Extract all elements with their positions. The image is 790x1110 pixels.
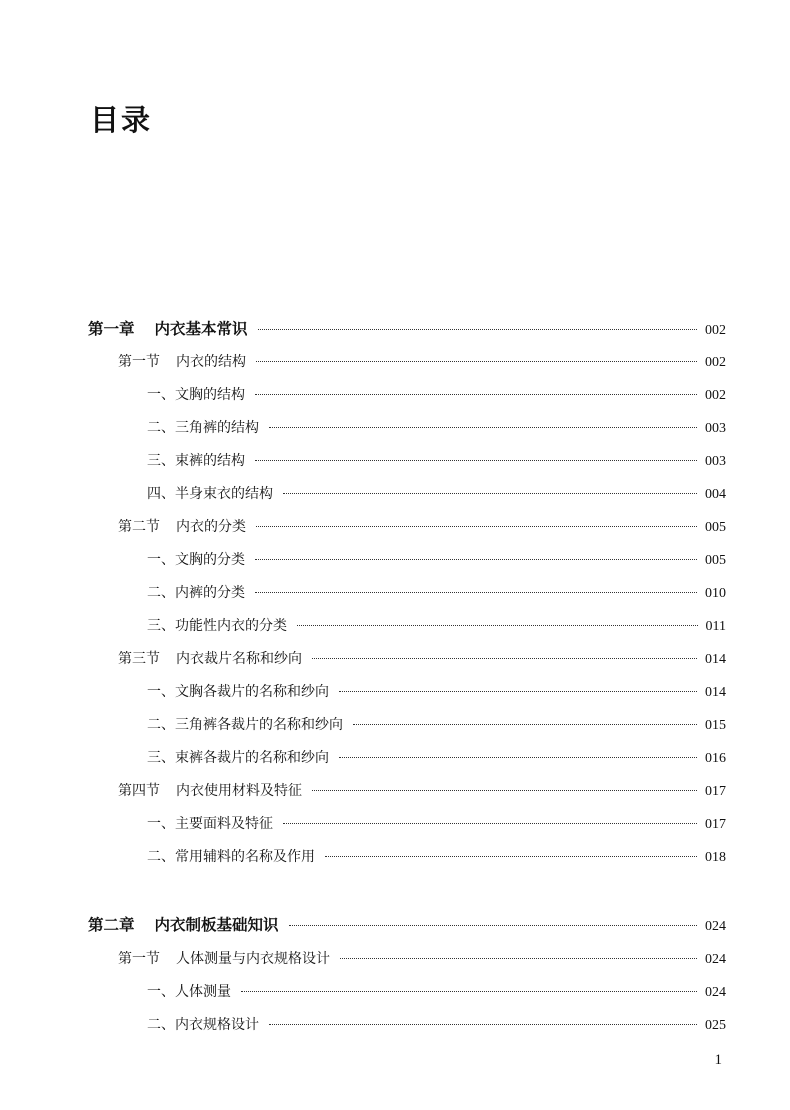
toc-item-title: 四、半身束衣的结构 xyxy=(147,486,273,502)
toc-item-title: 二、三角裤各裁片的名称和纱向 xyxy=(147,717,343,733)
dot-leader xyxy=(353,724,697,725)
toc-page-number: 003 xyxy=(705,421,726,436)
toc-item-title: 一、文胸的分类 xyxy=(147,552,245,568)
toc-section-title: 内衣使用材料及特征 xyxy=(176,783,302,799)
dot-leader xyxy=(339,691,697,692)
dot-leader xyxy=(258,329,697,330)
toc-section-row xyxy=(118,648,726,670)
dot-leader xyxy=(269,1024,697,1025)
dot-leader xyxy=(255,559,697,560)
toc-page-number: 002 xyxy=(705,355,726,370)
toc-item-label xyxy=(147,813,273,835)
toc-item-row xyxy=(147,549,726,571)
toc-chapter-title: 内衣制板基础知识 xyxy=(154,916,279,934)
page-number: 1 xyxy=(714,1052,722,1068)
toc-section-title: 内衣的分类 xyxy=(176,519,246,535)
dot-leader xyxy=(325,856,697,857)
toc-chapter-title: 内衣基本常识 xyxy=(154,320,248,338)
toc-item-row xyxy=(147,417,726,439)
toc-page-number: 014 xyxy=(705,685,726,700)
dot-leader xyxy=(256,526,697,527)
toc-section-row xyxy=(118,780,726,802)
page-title: 目录 xyxy=(90,103,153,137)
toc-page-number: 002 xyxy=(705,323,726,338)
toc-item-label xyxy=(147,681,329,703)
dot-leader xyxy=(241,991,697,992)
toc-chapter-row xyxy=(88,318,726,340)
toc-section-label xyxy=(118,780,302,802)
dot-leader xyxy=(297,625,698,626)
toc-section-row xyxy=(118,351,726,373)
toc-item-row xyxy=(147,981,726,1003)
toc-section-number: 第二节 xyxy=(118,519,160,535)
toc-page-number: 005 xyxy=(705,553,726,568)
dot-leader xyxy=(255,460,697,461)
toc-page-number: 017 xyxy=(705,817,726,832)
toc-item-title: 二、常用辅料的名称及作用 xyxy=(147,849,315,865)
toc-chapter-label xyxy=(88,318,248,340)
toc-page-number: 025 xyxy=(705,1018,726,1033)
toc-page-number: 018 xyxy=(705,850,726,865)
dot-leader xyxy=(289,925,697,926)
toc-section-number: 第一节 xyxy=(118,951,160,967)
toc-item-title: 三、功能性内衣的分类 xyxy=(147,618,287,634)
toc-page-number: 005 xyxy=(705,520,726,535)
toc-item-label xyxy=(147,450,245,472)
toc-section-row xyxy=(118,948,726,970)
toc-item-row xyxy=(147,846,726,868)
toc-item-row xyxy=(147,813,726,835)
toc-item-label xyxy=(147,714,343,736)
toc-item-row xyxy=(147,615,726,637)
toc-section-title: 内衣的结构 xyxy=(176,354,246,370)
toc-item-title: 一、文胸各裁片的名称和纱向 xyxy=(147,684,329,700)
toc-page-number: 010 xyxy=(705,586,726,601)
toc-item-label xyxy=(147,615,287,637)
dot-leader xyxy=(255,394,697,395)
toc-item-row xyxy=(147,450,726,472)
toc-item-row xyxy=(147,483,726,505)
toc-section-label xyxy=(118,351,246,373)
toc-item-title: 一、人体测量 xyxy=(147,984,231,1000)
toc-page-number: 011 xyxy=(705,619,726,634)
toc-item-label xyxy=(147,417,259,439)
toc-item-label xyxy=(147,1014,259,1036)
toc-page-number: 016 xyxy=(705,751,726,766)
dot-leader xyxy=(283,823,697,824)
toc-item-label xyxy=(147,384,245,406)
dot-leader xyxy=(255,592,697,593)
toc-chapter-number: 第一章 xyxy=(88,320,135,338)
toc-page-number: 024 xyxy=(705,952,726,967)
toc-item-label xyxy=(147,549,245,571)
toc-item-label xyxy=(147,747,329,769)
toc-item-row xyxy=(147,747,726,769)
toc-section-number: 第三节 xyxy=(118,651,160,667)
toc-section-title: 人体测量与内衣规格设计 xyxy=(176,951,330,967)
toc-section-label xyxy=(118,948,330,970)
toc-item-title: 一、主要面料及特征 xyxy=(147,816,273,832)
toc-item-row xyxy=(147,582,726,604)
toc-chapter-row xyxy=(88,914,726,936)
toc-page-number: 014 xyxy=(705,652,726,667)
dot-leader xyxy=(312,658,697,659)
toc-page-number: 004 xyxy=(705,487,726,502)
toc-page-number: 024 xyxy=(705,985,726,1000)
toc-item-title: 三、束裤的结构 xyxy=(147,453,245,469)
toc-item-title: 一、文胸的结构 xyxy=(147,387,245,403)
toc-item-label xyxy=(147,582,245,604)
toc-page-number: 003 xyxy=(705,454,726,469)
toc-page-number: 017 xyxy=(705,784,726,799)
toc-item-title: 二、三角裤的结构 xyxy=(147,420,259,436)
toc-item-title: 三、束裤各裁片的名称和纱向 xyxy=(147,750,329,766)
toc-item-row xyxy=(147,384,726,406)
dot-leader xyxy=(312,790,697,791)
toc-item-title: 二、内裤的分类 xyxy=(147,585,245,601)
dot-leader xyxy=(340,958,697,959)
toc-item-row xyxy=(147,681,726,703)
toc-section-title: 内衣裁片名称和纱向 xyxy=(176,651,302,667)
dot-leader xyxy=(269,427,697,428)
toc-section-number: 第四节 xyxy=(118,783,160,799)
toc-section-row xyxy=(118,516,726,538)
toc-item-row xyxy=(147,714,726,736)
toc-section-label xyxy=(118,648,302,670)
dot-leader xyxy=(283,493,697,494)
dot-leader xyxy=(339,757,697,758)
toc-item-label xyxy=(147,981,231,1003)
toc-chapter-label xyxy=(88,914,279,936)
toc-page-number: 002 xyxy=(705,388,726,403)
toc-item-title: 二、内衣规格设计 xyxy=(147,1017,259,1033)
toc-section-label xyxy=(118,516,246,538)
toc-item-label xyxy=(147,483,273,505)
dot-leader xyxy=(256,361,697,362)
toc-item-row xyxy=(147,1014,726,1036)
toc-section-number: 第一节 xyxy=(118,354,160,370)
toc-item-label xyxy=(147,846,315,868)
toc-chapter-number: 第二章 xyxy=(88,916,135,934)
toc-page-number: 024 xyxy=(705,919,726,934)
toc-page-number: 015 xyxy=(705,718,726,733)
